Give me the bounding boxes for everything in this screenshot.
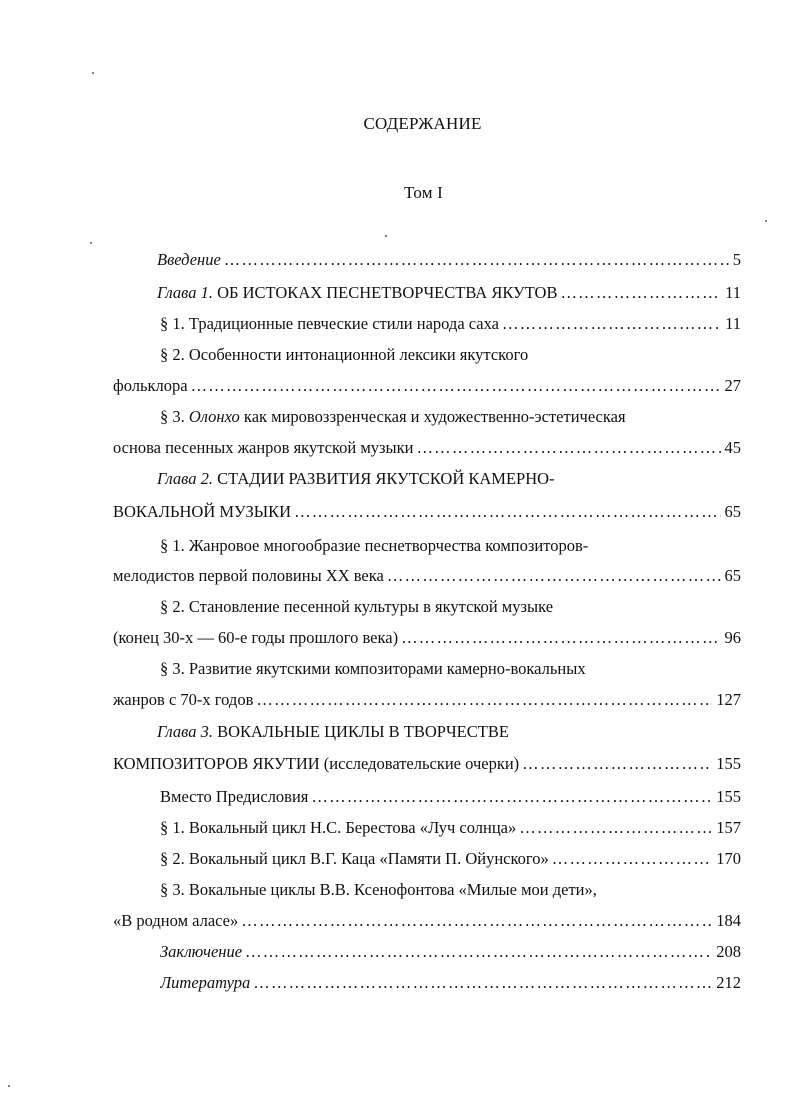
toc-entry-ch1-section-1[interactable] [160,312,741,336]
toc-entry-ch3-section-1[interactable] [160,816,741,840]
toc-entry-ch2-section-3-line1[interactable] [160,657,586,681]
toc-entry-ch1-section-3-line2[interactable] [113,436,741,460]
toc-entry-ch1-section-2-line1[interactable] [160,343,528,367]
toc-label: как мировоззренческая и художественно-эстетическая [239,407,626,426]
toc-entry-chapter-1[interactable] [157,281,741,305]
toc-entry-introduction[interactable] [157,248,741,272]
toc-label: основа песенных жанров якутской музыки [113,438,414,457]
toc-entry-chapter-3-line1[interactable] [157,720,509,744]
toc-page-number: 208 [716,942,741,961]
section-prefix: § 3. [160,407,189,426]
toc-page-number: 212 [716,973,741,992]
toc-label: § 3. Вокальные циклы В.В. Ксенофонтова «Милые мои дети», [160,880,597,899]
leader-dots [224,248,729,272]
toc-entry-ch2-section-2-line2[interactable] [113,626,741,650]
toc-label: § 2. Становление песенной культуры в якутской музыке [160,597,554,616]
toc-label: фольклора [113,376,188,395]
leader-dots [502,312,721,336]
leader-dots [253,971,712,995]
scan-speck [90,242,92,244]
scan-speck [92,72,94,74]
toc-page-number: 45 [724,438,741,457]
toc-label-literature: Литература [160,973,251,992]
toc-page-number: 127 [716,690,741,709]
leader-dots [416,436,720,460]
toc-label: ОБ ИСТОКАХ ПЕСНЕТВОРЧЕСТВА ЯКУТОВ [212,283,558,302]
toc-label: (конец 30-х — 60-е годы прошлого века) [113,628,399,647]
toc-page-number: 184 [716,911,741,930]
toc-label-conclusion: Заключение [160,942,243,961]
toc-entry-ch2-section-1-line1[interactable] [160,534,588,558]
leader-dots [245,940,712,964]
scan-speck [385,235,387,237]
leader-dots [256,688,712,712]
toc-label: § 3. Развитие якутскими композиторами камерно-вокальных [160,659,586,678]
toc-entry-ch2-section-1-line2[interactable] [113,564,741,588]
leader-dots [294,500,720,524]
toc-label: СТАДИИ РАЗВИТИЯ ЯКУТСКОЙ КАМЕРНО- [212,469,555,488]
leader-dots [191,374,721,398]
chapter-prefix: Глава 2. [157,469,213,488]
toc-entry-ch3-section-3-line1[interactable] [160,878,597,902]
toc-entry-ch3-preface[interactable] [160,785,741,809]
leader-dots [387,564,721,588]
toc-entry-ch3-section-3-line2[interactable] [113,909,741,933]
toc-label: § 1. Жанровое многообразие песнетворчества композиторов- [160,536,589,555]
leader-dots [241,909,712,933]
leader-dots [519,816,712,840]
toc-page-number: 11 [725,314,741,333]
toc-page-number: 65 [724,566,741,585]
toc-page-number: 155 [716,787,741,806]
toc-entry-ch2-section-3-line2[interactable] [113,688,741,712]
scan-speck [765,220,767,222]
toc-label: ВОКАЛЬНОЙ МУЗЫКИ [113,502,292,521]
toc-entry-ch1-section-2-line2[interactable] [113,374,741,398]
toc-page-number: 157 [716,818,741,837]
toc-entry-ch1-section-3-line1[interactable] [160,405,626,429]
toc-label-italic: Олонхо [188,407,240,426]
leader-dots [311,785,712,809]
toc-page-number: 11 [725,283,741,302]
scan-speck [8,1085,10,1087]
toc-entry-ch3-section-2[interactable] [160,847,741,871]
toc-label: § 2. Вокальный цикл В.Г. Каца «Памяти П. Ойунского» [160,849,549,868]
toc-entry-ch2-section-2-line1[interactable] [160,595,553,619]
toc-label: § 1. Традиционные певческие стили народа саха [160,314,499,333]
volume-heading: Том I [404,183,443,202]
toc-label: мелодистов первой половины XX века [113,566,384,585]
toc-entry-chapter-2-line2[interactable] [113,500,741,524]
page-title: СОДЕРЖАНИЕ [363,114,482,133]
toc-page-number: 65 [724,502,741,521]
toc-page-number: 96 [724,628,741,647]
toc-entry-chapter-3-line2[interactable] [113,752,741,776]
toc-label-introduction: Введение [157,250,221,269]
chapter-prefix: Глава 1. [157,283,213,302]
toc-page-number: 170 [716,849,741,868]
toc-label: ВОКАЛЬНЫЕ ЦИКЛЫ В ТВОРЧЕСТВЕ [212,722,509,741]
toc-label: § 2. Особенности интонационной лексики якутского [160,345,529,364]
toc-label: «В родном аласе» [113,911,239,930]
toc-entry-conclusion[interactable] [160,940,741,964]
leader-dots [560,281,721,305]
toc-label: § 1. Вокальный цикл Н.С. Берестова «Луч солнца» [160,818,517,837]
toc-entry-chapter-2-line1[interactable] [157,467,555,491]
leader-dots [552,847,712,871]
leader-dots [522,752,712,776]
toc-label: КОМПОЗИТОРОВ ЯКУТИИ (исследовательские очерки) [113,754,520,773]
toc-label: Вместо Предисловия [160,787,309,806]
chapter-prefix: Глава 3. [157,722,213,741]
toc-entry-literature[interactable] [160,971,741,995]
toc-page-number: 5 [732,250,741,269]
toc-page-number: 27 [724,376,741,395]
toc-page-number: 155 [716,754,741,773]
toc-label: жанров с 70-х годов [113,690,254,709]
leader-dots [401,626,720,650]
